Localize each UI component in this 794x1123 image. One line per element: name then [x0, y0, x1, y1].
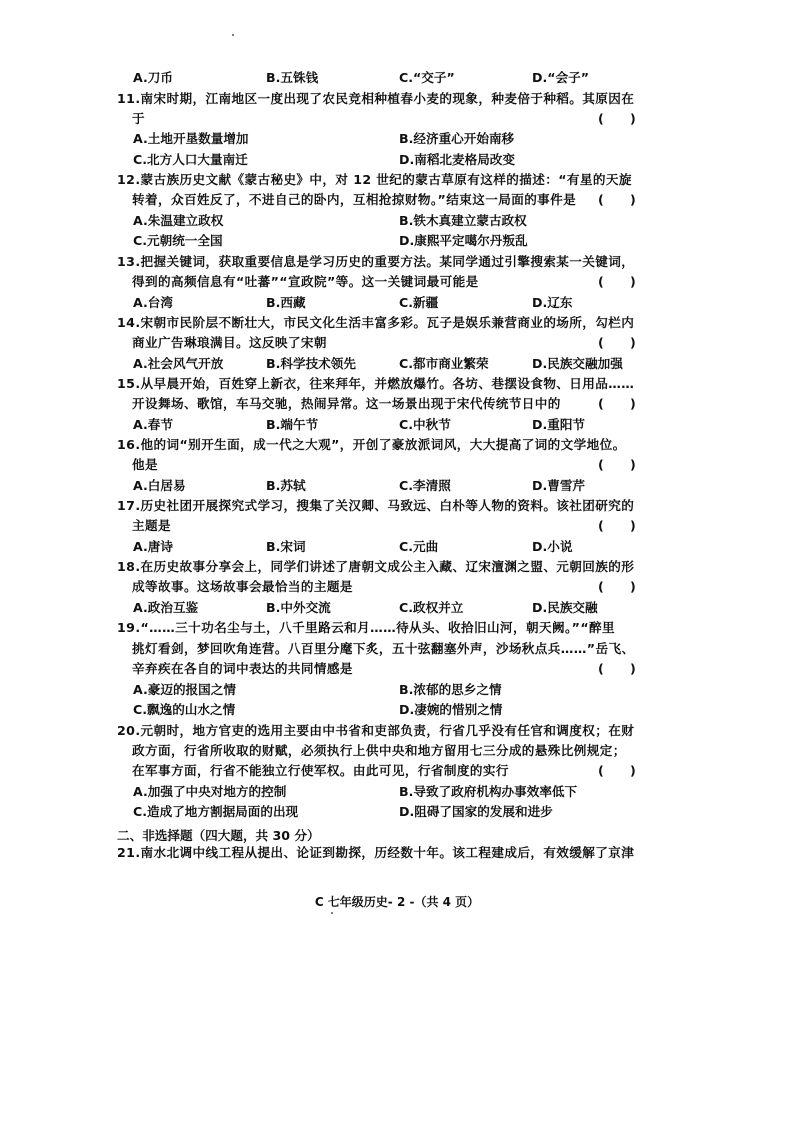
q14-option-c: C.都市商业繁荣 [399, 356, 489, 371]
scan-speck [232, 34, 234, 36]
q15-stem-line-2: 开设舞场、歌馆，车马交驰，热闹异常。这一场景出现于宋代传统节日中的 [132, 396, 561, 411]
q11-option-b: B.经济重心开始南移 [399, 131, 515, 146]
q17-option-c: C.元曲 [399, 539, 439, 554]
q15-option-c: C.中秋节 [399, 417, 451, 432]
q19-stem-line-3: 辛弃疾在各自的词中表达的共同情感是 [132, 661, 353, 676]
scan-speck [331, 912, 333, 914]
q20-option-a: A.加强了中央对地方的控制 [133, 784, 287, 799]
q15-option-b: B.端午节 [266, 417, 319, 432]
page-footer: C 七年级历史- 2 -（共 4 页） [314, 895, 480, 909]
q17-stem-line-1: 17.历史社团开展探究式学习，搜集了关汉卿、马致远、白朴等人物的资料。该社团研究的 [117, 498, 635, 513]
q13-option-c: C.新疆 [399, 295, 439, 310]
q16-stem-line-1: 16.他的词“别开生面，成一代之大观”，开创了豪放派词风，大大提高了词的文学地位。 [117, 437, 626, 452]
q11-option-c: C.北方人口大量南迁 [133, 152, 248, 167]
q14-answer-blank: ( ) [598, 335, 636, 350]
q18-stem-line-1: 18.在历史故事分享会上，同学们讲述了唐朝文成公主入藏、辽宋澶渊之盟、元朝回族的形 [117, 559, 635, 574]
section-heading: 二、非选择题（四大题，共 30 分） [117, 828, 320, 843]
q14-option-a: A.社会风气开放 [133, 356, 224, 371]
q15-answer-blank: ( ) [598, 396, 636, 411]
q20-stem-line-2: 政方面，行省所收取的财赋，必须执行上供中央和地方留用七三分成的悬殊比例规定； [132, 743, 626, 758]
q18-option-a: A.政治互鉴 [133, 600, 199, 615]
q10-option-d: D.“会子” [532, 70, 589, 85]
q14-option-b: B.科学技术领先 [266, 356, 356, 371]
q20-stem-line-1: 20.元朝时，地方官吏的选用主要由中书省和吏部负责，行省几乎没有任官和调度权；在财 [117, 723, 635, 738]
q16-stem-line-2: 他是 [132, 457, 158, 472]
q13-stem-line-2: 得到的高频信息有“吐蕃”“宣政院”等。这一关键词最可能是 [132, 274, 479, 289]
q13-stem-line-1: 13.把握关键词，获取重要信息是学习历史的重要方法。某同学通过引擎搜索某一关键词， [117, 254, 635, 269]
q20-option-c: C.造成了地方割据局面的出现 [133, 804, 299, 819]
q16-option-b: B.苏轼 [266, 478, 306, 493]
q19-option-b: B.浓郁的思乡之情 [399, 682, 502, 697]
q18-stem-line-2: 成等故事。这场故事会最恰当的主题是 [132, 579, 353, 594]
q18-option-c: C.政权并立 [399, 600, 464, 615]
q19-option-d: D.凄婉的惜别之情 [399, 702, 503, 717]
q14-stem-line-1: 14.宋朝市民阶层不断壮大，市民文化生活丰富多彩。瓦子是娱乐兼营商业的场所，勾栏内 [117, 315, 635, 330]
q15-option-d: D.重阳节 [532, 417, 586, 432]
q11-option-a: A.土地开垦数量增加 [133, 131, 249, 146]
q18-option-b: B.中外交流 [266, 600, 331, 615]
q10-option-a: A.刀币 [133, 70, 173, 85]
q12-option-b: B.铁木真建立蒙古政权 [399, 213, 527, 228]
q11-answer-blank: ( ) [598, 111, 636, 126]
q17-answer-blank: ( ) [598, 518, 636, 533]
q12-stem-line-1: 12.蒙古族历史文献《蒙古秘史》中，对 12 世纪的蒙古草原有这样的描述：“有星的天旋 [117, 172, 632, 187]
q14-option-d: D.民族交融加强 [532, 356, 623, 371]
q16-option-c: C.李清照 [399, 478, 451, 493]
q17-stem-line-2: 主题是 [132, 518, 171, 533]
q13-answer-blank: ( ) [598, 274, 636, 289]
q12-option-c: C.元朝统一全国 [133, 233, 223, 248]
q16-answer-blank: ( ) [598, 457, 636, 472]
q20-stem-line-3: 在军事方面，行省不能独立行使军权。由此可见，行省制度的实行 [132, 763, 509, 778]
q12-option-d: D.康熙平定噶尔丹叛乱 [399, 233, 528, 248]
q13-option-b: B.西藏 [266, 295, 306, 310]
q18-answer-blank: ( ) [598, 579, 636, 594]
q19-option-c: C.飘逸的山水之情 [133, 702, 236, 717]
q17-option-d: D.小说 [532, 539, 573, 554]
q10-option-b: B.五铢钱 [266, 70, 319, 85]
q15-option-a: A.春节 [133, 417, 173, 432]
q20-option-d: D.阻碍了国家的发展和进步 [399, 804, 553, 819]
q20-answer-blank: ( ) [598, 763, 636, 778]
q13-option-a: A.台湾 [133, 295, 173, 310]
q19-answer-blank: ( ) [598, 661, 636, 676]
q11-stem-line-1: 11.南宋时期，江南地区一度出现了农民竞相种植春小麦的现象，种麦倍于种稻。其原因在 [117, 91, 635, 106]
q12-stem-line-2: 转着，众百姓反了，不进自己的卧内，互相抢掠财物。”结束这一局面的事件是 [132, 192, 577, 207]
q10-option-c: C.“交子” [399, 70, 455, 85]
q20-option-b: B.导致了政府机构办事效率低下 [399, 784, 578, 799]
q19-option-a: A.豪迈的报国之情 [133, 682, 236, 697]
q17-option-b: B.宋词 [266, 539, 306, 554]
q17-option-a: A.唐诗 [133, 539, 173, 554]
q16-option-a: A.白居易 [133, 478, 186, 493]
q19-stem-line-2: 挑灯看剑，梦回吹角连营。八百里分麾下炙，五十弦翻塞外声，沙场秋点兵……”岳飞、 [132, 641, 635, 656]
q14-stem-line-2: 商业广告琳琅满目。这反映了宋朝 [132, 335, 327, 350]
q12-answer-blank: ( ) [598, 192, 636, 207]
q18-option-d: D.民族交融 [532, 600, 598, 615]
q15-stem-line-1: 15.从早晨开始，百姓穿上新衣，往来拜年，并燃放爆竹。各坊、巷摆设食物、日用品…… [117, 376, 635, 391]
q21-stem-line-1: 21.南水北调中线工程从提出、论证到勘探，历经数十年。该工程建成后，有效缓解了京津 [117, 845, 635, 860]
q13-option-d: D.辽东 [532, 295, 573, 310]
q12-option-a: A.朱温建立政权 [133, 213, 224, 228]
q11-stem-line-2: 于 [132, 111, 145, 126]
q19-stem-line-1: 19.“……三十功名尘与土，八千里路云和月……待从头、收拾旧山河，朝天阙。”“醉里 [117, 620, 616, 635]
q16-option-d: D.曹雪芹 [532, 478, 586, 493]
q11-option-d: D.南稻北麦格局改变 [399, 152, 515, 167]
